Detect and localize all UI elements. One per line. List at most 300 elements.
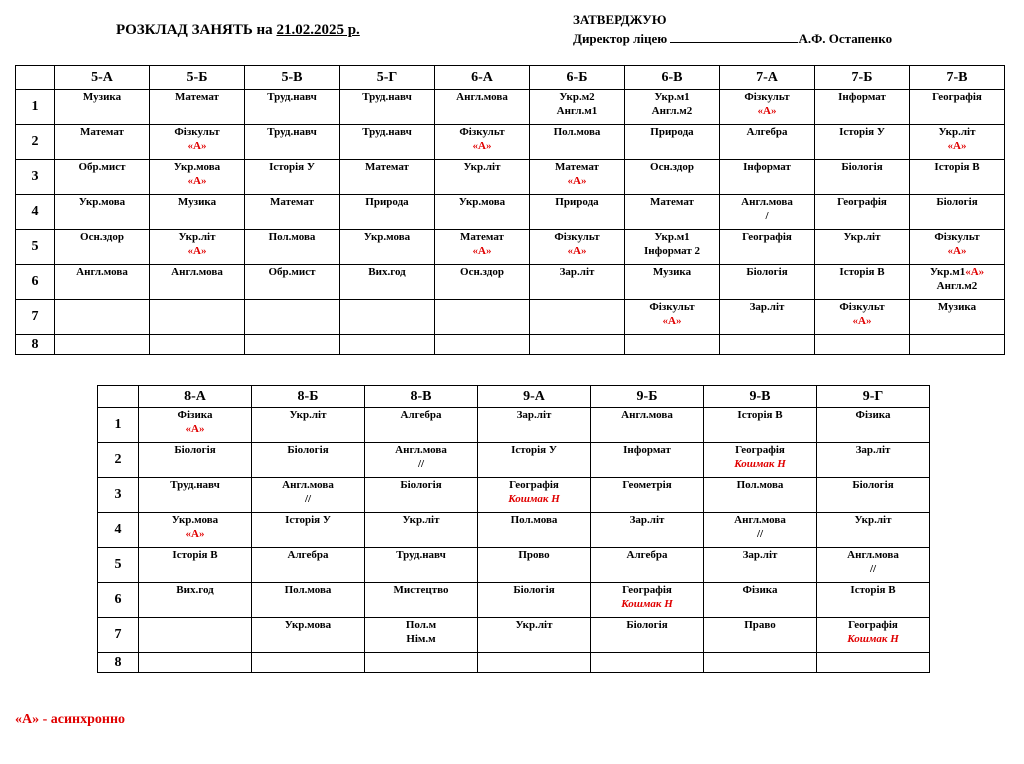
subject-line: Труд.навч xyxy=(267,126,317,138)
class-header: 5-Г xyxy=(340,66,435,90)
lesson-cell xyxy=(139,618,252,653)
subject-line: Географія xyxy=(837,196,887,208)
subject-line: Біологія xyxy=(400,479,442,491)
lesson-cell xyxy=(817,408,930,443)
lesson-number: 2 xyxy=(16,125,55,160)
lesson-number: 4 xyxy=(98,513,139,548)
subject-line: Географія xyxy=(622,584,672,596)
lesson-row xyxy=(16,300,1005,335)
subject-line: Укр.літ xyxy=(402,514,440,526)
lesson-number: 3 xyxy=(98,478,139,513)
subject-line: // xyxy=(869,563,877,575)
teacher-note: Кошмак Н xyxy=(734,458,786,470)
subject-line: Історія В xyxy=(934,161,980,173)
subject-line: Мистецтво xyxy=(393,584,449,596)
subject-line: Фізкульт xyxy=(649,301,695,313)
subject-line: Інформат xyxy=(838,91,886,103)
lesson-number: 4 xyxy=(16,195,55,230)
class-header: 6-А xyxy=(435,66,530,90)
subject-line: Фізика xyxy=(177,409,213,421)
class-header: 9-Г xyxy=(817,386,930,408)
corner-cell xyxy=(16,66,55,90)
subject-line: Англ.мова xyxy=(171,266,223,278)
subject-line: Біологія xyxy=(936,196,978,208)
lesson-cell xyxy=(530,230,625,265)
subject-line: Географія xyxy=(848,619,898,631)
subject-line: Інформат 2 xyxy=(644,245,700,257)
lesson-row xyxy=(16,335,1005,355)
lesson-cell xyxy=(340,230,435,265)
subject-line: Англ.м2 xyxy=(651,105,693,117)
subject-line: Осн.здор xyxy=(80,231,124,243)
subject-line: Математ xyxy=(80,126,124,138)
subject-line: Укр.літ xyxy=(515,619,553,631)
lesson-cell xyxy=(55,195,150,230)
subject-line: Вих.год xyxy=(368,266,406,278)
subject-line: Біологія xyxy=(746,266,788,278)
lesson-cell xyxy=(625,160,720,195)
lesson-cell xyxy=(340,90,435,125)
lesson-cell xyxy=(252,478,365,513)
lesson-cell xyxy=(591,583,704,618)
subject-line: Англ.м2 xyxy=(936,280,978,292)
approval-block xyxy=(573,10,892,48)
lesson-cell xyxy=(478,653,591,673)
async-mark: «А» xyxy=(947,140,967,152)
lesson-cell xyxy=(55,90,150,125)
class-header: 5-Б xyxy=(150,66,245,90)
lesson-cell xyxy=(435,90,530,125)
lesson-cell xyxy=(817,513,930,548)
lesson-cell xyxy=(591,513,704,548)
subject-line: Укр.м1 xyxy=(654,91,690,103)
subject-line: Осн.здор xyxy=(460,266,504,278)
director-name: А.Ф. Остапенко xyxy=(798,31,893,46)
teacher-note: Кошмак Н xyxy=(847,633,899,645)
lesson-cell xyxy=(704,478,817,513)
subject-line: Англ.мова xyxy=(847,549,899,561)
class-header: 6-В xyxy=(625,66,720,90)
lesson-cell xyxy=(720,90,815,125)
lesson-cell xyxy=(815,335,910,355)
lesson-cell xyxy=(365,653,478,673)
subject-line: Обр.мист xyxy=(78,161,126,173)
lesson-row xyxy=(16,125,1005,160)
lesson-cell xyxy=(530,265,625,300)
lesson-number: 7 xyxy=(16,300,55,335)
lesson-number: 2 xyxy=(98,443,139,478)
lesson-cell xyxy=(478,548,591,583)
lesson-cell xyxy=(435,195,530,230)
lesson-cell xyxy=(817,443,930,478)
lesson-cell xyxy=(478,583,591,618)
lesson-cell xyxy=(720,265,815,300)
lesson-cell xyxy=(340,300,435,335)
lesson-cell xyxy=(365,548,478,583)
subject-line: Англ.мова xyxy=(456,91,508,103)
subject-line: Математ xyxy=(650,196,694,208)
lesson-cell xyxy=(150,90,245,125)
lesson-cell xyxy=(817,618,930,653)
lesson-cell xyxy=(530,195,625,230)
class-header: 6-Б xyxy=(530,66,625,90)
class-header: 7-В xyxy=(910,66,1005,90)
lesson-cell xyxy=(252,653,365,673)
lesson-cell xyxy=(340,125,435,160)
lesson-cell xyxy=(478,408,591,443)
lesson-cell xyxy=(55,300,150,335)
lesson-cell xyxy=(150,300,245,335)
lesson-cell xyxy=(365,408,478,443)
subject-line: Історія В xyxy=(850,584,896,596)
lesson-cell xyxy=(817,548,930,583)
subject-line: Алгебра xyxy=(626,549,668,561)
lesson-cell xyxy=(55,335,150,355)
lesson-cell xyxy=(704,583,817,618)
subject-line: Географія xyxy=(742,231,792,243)
lesson-cell xyxy=(245,125,340,160)
lesson-cell xyxy=(910,265,1005,300)
lesson-cell xyxy=(55,160,150,195)
subject-line: Труд.навч xyxy=(362,91,412,103)
lesson-cell xyxy=(704,408,817,443)
subject-line: / xyxy=(765,210,769,222)
lesson-cell xyxy=(910,300,1005,335)
async-mark: «А» xyxy=(187,245,207,257)
lesson-cell xyxy=(815,230,910,265)
subject-line: Вих.год xyxy=(176,584,214,596)
subject-line: Географія xyxy=(932,91,982,103)
async-mark: «А» xyxy=(662,315,682,327)
lesson-cell xyxy=(625,335,720,355)
lesson-cell xyxy=(478,618,591,653)
lesson-row xyxy=(98,408,930,443)
lesson-cell xyxy=(704,548,817,583)
lesson-cell xyxy=(815,160,910,195)
lesson-cell xyxy=(591,653,704,673)
subject-line: Природа xyxy=(555,196,599,208)
subject-line: Природа xyxy=(365,196,409,208)
subject-line: Математ xyxy=(460,231,504,243)
lesson-cell xyxy=(150,195,245,230)
lesson-cell xyxy=(245,90,340,125)
lesson-row xyxy=(16,265,1005,300)
subject-line: Зар.літ xyxy=(559,266,595,278)
subject-line: Зар.літ xyxy=(749,301,785,313)
subject-line: Обр.мист xyxy=(268,266,316,278)
approval-heading: ЗАТВЕРДЖУЮ xyxy=(573,12,667,27)
lesson-cell xyxy=(150,230,245,265)
lesson-cell xyxy=(340,335,435,355)
lesson-cell xyxy=(625,90,720,125)
async-mark: «А» xyxy=(947,245,967,257)
lesson-cell xyxy=(625,300,720,335)
async-mark: «А» xyxy=(187,175,207,187)
subject-line: Інформат xyxy=(743,161,791,173)
lesson-cell xyxy=(815,125,910,160)
lesson-cell xyxy=(817,478,930,513)
subject-line: // xyxy=(417,458,425,470)
subject-line: Укр.м2 xyxy=(559,91,595,103)
lesson-cell xyxy=(435,160,530,195)
subject-line: Англ.м1 xyxy=(556,105,598,117)
lesson-cell xyxy=(340,160,435,195)
lesson-cell xyxy=(245,230,340,265)
subject-line: Право xyxy=(744,619,776,631)
lesson-row xyxy=(16,90,1005,125)
subject-line: Фізкульт xyxy=(839,301,885,313)
lesson-cell xyxy=(720,335,815,355)
lesson-cell xyxy=(530,335,625,355)
subject-line: Зар.літ xyxy=(629,514,665,526)
lesson-cell xyxy=(245,160,340,195)
lesson-cell xyxy=(817,583,930,618)
subject-line: Осн.здор xyxy=(650,161,694,173)
class-header: 8-В xyxy=(365,386,478,408)
lesson-cell xyxy=(704,443,817,478)
async-mark: «А» xyxy=(567,245,587,257)
lesson-row xyxy=(16,195,1005,230)
lesson-number: 1 xyxy=(98,408,139,443)
subject-line: Англ.мова xyxy=(282,479,334,491)
lesson-cell xyxy=(252,513,365,548)
lesson-number: 1 xyxy=(16,90,55,125)
subject-line: Зар.літ xyxy=(742,549,778,561)
subject-line: Англ.мова xyxy=(741,196,793,208)
subject-line: Укр.літ xyxy=(843,231,881,243)
subject-line: Фізика xyxy=(742,584,778,596)
lesson-number: 6 xyxy=(16,265,55,300)
subject-line: Укр.мова xyxy=(458,196,506,208)
lesson-cell xyxy=(530,125,625,160)
lesson-cell xyxy=(55,125,150,160)
lesson-cell xyxy=(365,513,478,548)
lesson-cell xyxy=(591,408,704,443)
subject-line: Укр.мова xyxy=(173,161,221,173)
lesson-cell xyxy=(704,513,817,548)
subject-line: Географія xyxy=(509,479,559,491)
teacher-note: Кошмак Н xyxy=(508,493,560,505)
lesson-cell xyxy=(435,230,530,265)
subject-line: Фізкульт xyxy=(554,231,600,243)
lesson-cell xyxy=(720,160,815,195)
schedule-table-grades-8-9 xyxy=(97,385,930,673)
lesson-cell xyxy=(478,478,591,513)
lesson-cell xyxy=(150,160,245,195)
lesson-number: 5 xyxy=(98,548,139,583)
subject-line: // xyxy=(756,528,764,540)
lesson-cell xyxy=(150,265,245,300)
lesson-cell xyxy=(720,125,815,160)
lesson-cell xyxy=(55,265,150,300)
subject-line: Укр.літ xyxy=(178,231,216,243)
lesson-number: 8 xyxy=(98,653,139,673)
lesson-number: 6 xyxy=(98,583,139,618)
lesson-cell xyxy=(139,478,252,513)
subject-line: Інформат xyxy=(623,444,671,456)
subject-line: Фізкульт xyxy=(174,126,220,138)
subject-line: Математ xyxy=(555,161,599,173)
lesson-cell xyxy=(910,195,1005,230)
subject-line: Алгебра xyxy=(400,409,442,421)
lesson-cell xyxy=(910,90,1005,125)
subject-line: Труд.навч xyxy=(267,91,317,103)
lesson-cell xyxy=(704,653,817,673)
subject-line: Пол.мова xyxy=(510,514,558,526)
lesson-row xyxy=(98,653,930,673)
subject-line: Нім.м xyxy=(406,633,436,645)
subject-line: Історія У xyxy=(285,514,331,526)
subject-line: Історія У xyxy=(269,161,315,173)
subject-line: Зар.літ xyxy=(855,444,891,456)
lesson-cell xyxy=(478,513,591,548)
subject-line: Зар.літ xyxy=(516,409,552,421)
lesson-cell xyxy=(530,160,625,195)
lesson-row xyxy=(16,230,1005,265)
lesson-cell xyxy=(139,513,252,548)
async-mark: «А» xyxy=(185,423,205,435)
lesson-cell xyxy=(139,548,252,583)
class-header: 9-В xyxy=(704,386,817,408)
subject-line: Природа xyxy=(650,126,694,138)
lesson-cell xyxy=(910,230,1005,265)
subject-line: Алгебра xyxy=(746,126,788,138)
teacher-note: Кошмак Н xyxy=(621,598,673,610)
subject-line: Пол.мова xyxy=(553,126,601,138)
lesson-row xyxy=(98,443,930,478)
async-mark: «А» xyxy=(757,105,777,117)
lesson-row xyxy=(98,478,930,513)
lesson-cell xyxy=(365,478,478,513)
class-header: 5-В xyxy=(245,66,340,90)
lesson-cell xyxy=(245,195,340,230)
async-mark: «А» xyxy=(472,140,492,152)
lesson-cell xyxy=(139,408,252,443)
subject-line: Труд.навч xyxy=(396,549,446,561)
lesson-row xyxy=(98,513,930,548)
lesson-cell xyxy=(625,125,720,160)
subject-line: Укр.мова xyxy=(363,231,411,243)
lesson-cell xyxy=(139,653,252,673)
subject-line: Біологія xyxy=(852,479,894,491)
subject-line-with-async-mark: Укр.м1«А» xyxy=(929,266,985,278)
lesson-row xyxy=(98,618,930,653)
subject-line: Укр.літ xyxy=(854,514,892,526)
lesson-row xyxy=(98,548,930,583)
class-header: 9-Б xyxy=(591,386,704,408)
subject-line: Музика xyxy=(937,301,977,313)
subject-line: Історія В xyxy=(737,409,783,421)
lesson-cell xyxy=(365,583,478,618)
lesson-cell xyxy=(150,335,245,355)
lesson-number: 3 xyxy=(16,160,55,195)
class-header: 5-А xyxy=(55,66,150,90)
subject-line: Фізика xyxy=(855,409,891,421)
lesson-cell xyxy=(365,443,478,478)
lesson-cell xyxy=(591,548,704,583)
subject-line: Прово xyxy=(518,549,550,561)
subject-line: Музика xyxy=(652,266,692,278)
lesson-cell xyxy=(817,653,930,673)
subject-line: Укр.літ xyxy=(289,409,327,421)
subject-line: Укр.м1 xyxy=(654,231,690,243)
lesson-cell xyxy=(478,443,591,478)
subject-line: Англ.мова xyxy=(76,266,128,278)
lesson-cell xyxy=(815,300,910,335)
lesson-cell xyxy=(252,443,365,478)
schedule-date: 21.02.2025 р. xyxy=(276,22,360,38)
subject-line: Історія У xyxy=(511,444,557,456)
lesson-cell xyxy=(245,265,340,300)
lesson-cell xyxy=(435,265,530,300)
lesson-cell xyxy=(530,90,625,125)
lesson-cell xyxy=(910,335,1005,355)
subject-line: Історія В xyxy=(172,549,218,561)
subject-line: // xyxy=(304,493,312,505)
subject-line: Фізкульт xyxy=(459,126,505,138)
lesson-cell xyxy=(365,618,478,653)
subject-line: Укр.літ xyxy=(938,126,976,138)
subject-line: Біологія xyxy=(513,584,555,596)
subject-line: Математ xyxy=(270,196,314,208)
lesson-row xyxy=(16,160,1005,195)
subject-line: Історія У xyxy=(839,126,885,138)
subject-line: Біологія xyxy=(174,444,216,456)
lesson-cell xyxy=(252,548,365,583)
lesson-number: 7 xyxy=(98,618,139,653)
lesson-number: 8 xyxy=(16,335,55,355)
lesson-cell xyxy=(252,408,365,443)
lesson-number: 5 xyxy=(16,230,55,265)
subject-line: Біологія xyxy=(287,444,329,456)
lesson-row xyxy=(98,583,930,618)
lesson-cell xyxy=(910,160,1005,195)
subject-line: Музика xyxy=(177,196,217,208)
subject-line: Укр.мова xyxy=(171,514,219,526)
class-header: 8-А xyxy=(139,386,252,408)
lesson-cell xyxy=(625,230,720,265)
async-mark: «А» xyxy=(472,245,492,257)
lesson-cell xyxy=(340,195,435,230)
lesson-cell xyxy=(150,125,245,160)
lesson-cell xyxy=(704,618,817,653)
subject-line: Біологія xyxy=(841,161,883,173)
lesson-cell xyxy=(625,195,720,230)
subject-line: Англ.мова xyxy=(395,444,447,456)
subject-line: Англ.мова xyxy=(621,409,673,421)
lesson-cell xyxy=(245,335,340,355)
async-mark: «А» xyxy=(567,175,587,187)
subject-line: Алгебра xyxy=(287,549,329,561)
subject-line: Пол.м xyxy=(405,619,437,631)
class-header: 7-Б xyxy=(815,66,910,90)
subject-line: Пол.мова xyxy=(284,584,332,596)
subject-line: Музика xyxy=(82,91,122,103)
subject-line: Біологія xyxy=(626,619,668,631)
async-mark: «А» xyxy=(185,528,205,540)
lesson-cell xyxy=(910,125,1005,160)
lesson-cell xyxy=(435,125,530,160)
lesson-cell xyxy=(530,300,625,335)
subject-line: Географія xyxy=(735,444,785,456)
lesson-cell xyxy=(435,335,530,355)
lesson-cell xyxy=(252,583,365,618)
subject-line: Геометрія xyxy=(622,479,672,491)
lesson-cell xyxy=(435,300,530,335)
legend-async: «А» - асинхронно xyxy=(15,712,126,727)
lesson-cell xyxy=(245,300,340,335)
approval-signature-line: Директор ліцею А.Ф. Остапенко xyxy=(573,31,893,46)
